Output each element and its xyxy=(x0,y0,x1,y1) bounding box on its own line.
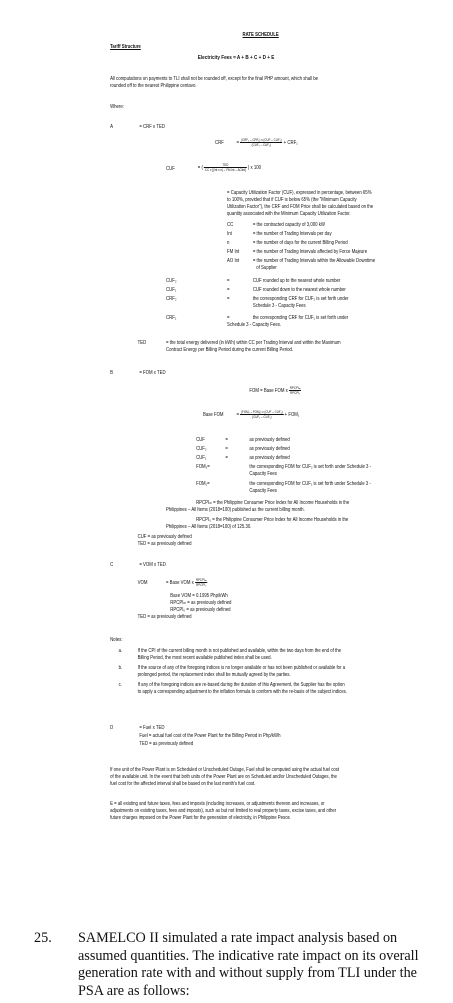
cuf-definition-4: quantity associated with the Minimum Capacity Utilization Factor. xyxy=(227,211,351,217)
base-fom-lhs: Base FOM xyxy=(202,412,224,418)
b-label: B xyxy=(110,370,113,376)
var-eq: = xyxy=(227,278,230,284)
var-value: the corresponding CRF for CUF₁ is set forth under xyxy=(252,315,349,321)
vom-rpcpim: RPCPIₘ = as previously defined xyxy=(170,600,232,606)
cuf-definition-2: to 100%, provided that if CUF is below 65% (the "Minimum Capacity xyxy=(227,197,357,203)
var-key: CRF₁ xyxy=(165,315,177,321)
def-value: = the number of Trading Intervals affected by Force Majeure xyxy=(252,249,368,255)
b-ted-line: TED = as previously defined xyxy=(137,541,192,547)
var-key: CUF₁ xyxy=(196,455,207,461)
where-label: Where: xyxy=(110,104,124,110)
d-equation: = Fuel x TED xyxy=(139,725,165,731)
ted-key: TED xyxy=(137,340,147,346)
paragraph-text xyxy=(78,930,448,1000)
vom-fraction: $\frac{\text{RPCPIₘ}}{\text{RPCPI₀}}$ xyxy=(195,578,207,587)
b-cuf-line: CUF = as previously defined xyxy=(137,534,192,540)
note-line-2: Billing Period, the most recent available published index shall be used. xyxy=(137,655,272,661)
paragraph-number: 25. xyxy=(34,930,52,946)
e-line-1: E = all existing and future taxes, fees and imposts (including increases, or adjustments thereon and increases, or xyxy=(110,801,325,807)
var-key: CUF₁ xyxy=(165,287,177,293)
var-eq: = xyxy=(227,315,230,321)
base-fom-formula: = $\frac{\text{(FOM₂ – FOM₁) x (CUF – CUF₁)}}{\text{(CUF₂ – CUF₁)}}$ + FOM₁ xyxy=(236,410,300,419)
ted-line-1: = the total energy delivered (in kWh) within CC per Trading Interval and within the Maximum xyxy=(165,340,341,346)
var-continuation: Capacity Fees xyxy=(249,471,277,477)
paragraph-line: generation rate with and without supply from TLI under the xyxy=(78,965,417,982)
note-line-1: If any of the foregoing indices are re-based during the duration of this Agreement, the Supplier has the option xyxy=(137,682,345,688)
def-key: n xyxy=(227,240,230,246)
rpcpim-line-2: Philippines – All Items (2018=100) published as the current billing month. xyxy=(165,507,305,513)
b-equation: = FOM x TED xyxy=(139,370,166,376)
crf-lhs: CRF xyxy=(215,140,224,146)
var-key: CRF₂ xyxy=(165,296,177,302)
def-key: Int xyxy=(227,231,232,237)
var-eq: = xyxy=(225,455,228,461)
var-eq: = xyxy=(227,287,230,293)
var-eq: = xyxy=(225,437,228,443)
var-value: as previously defined xyxy=(249,437,290,443)
vom-rpcpi0: RPCPI₀ = as previously defined xyxy=(170,607,231,613)
notes-title: Notes: xyxy=(110,637,123,643)
vom-ted: TED = as previously defined xyxy=(137,614,192,620)
var-continuation: Capacity Fees xyxy=(249,488,277,494)
def-key: CC xyxy=(227,222,234,228)
var-eq: = xyxy=(225,446,228,452)
var-key: CUF₂ xyxy=(165,278,177,284)
e-line-2: adjustments on existing taxes, fees and imposts), such as but not limited to real property taxes, excise taxes, and other xyxy=(110,808,337,814)
var-key: FOM₁= xyxy=(196,481,210,487)
a-label: A xyxy=(110,124,113,130)
c-equation: = VOM x TED xyxy=(139,562,166,568)
var-value: as previously defined xyxy=(249,446,290,452)
base-vom: Base VOM = 0.1995 Php/kWh xyxy=(170,593,228,599)
vom-formula: = Base VOM x $\frac{\text{RPCPIₘ}}{\text{RPCPI₀}}$ xyxy=(165,578,207,587)
d-fuel: Fuel = actual fuel cost of the Power Plant for the Billing Period in Php/kWh xyxy=(139,733,281,739)
intro-line-1: All computations on payments to TLI shall not be rounded off, except for the final PHP amount, which shall be xyxy=(110,76,319,82)
var-eq: = xyxy=(227,296,230,302)
rpcpi0-line-1: RPCPI₀ = the Philippine Consumer Price Index for All Income Households in the xyxy=(196,517,349,523)
note-line-2: to apply a corresponding adjustment to the inflation formula to conform with the re-basis of the subject indices. xyxy=(137,689,347,695)
def-value: = the contracted capacity of 3,000 kW xyxy=(252,222,325,228)
section-heading: Tariff Structure xyxy=(110,44,141,50)
var-value: CUF rounded down to the nearest whole number xyxy=(252,287,346,293)
ted-line-2: Contract Energy per Billing Period during the current Billing Period. xyxy=(165,347,294,353)
note-key: a. xyxy=(118,648,123,654)
e-line-3: future charges imposed on the Power Plant for the generation of electricity, in Philippine Pesos xyxy=(110,815,290,821)
outage-line-1: If one unit of the Power Plant is on Scheduled or Unscheduled Outage, Fuel shall be computed using the actual fuel cost xyxy=(110,767,340,773)
cuf-formula: = ( $\frac{\text{TED}}{\text{CC x [(Int x n) – FM Int – AOInt]}}$ ) x 100 xyxy=(197,163,262,172)
rpcpi0-line-2: Philippines – All Items (2018=100) of 125.30. xyxy=(165,524,252,530)
var-value: the corresponding FOM for CUF₂ is set forth under Schedule 3 - xyxy=(249,464,372,470)
cuf-definition-3: Utilization Factor"), the CRF and FOM Price shall be calculated based on the xyxy=(227,204,374,210)
paragraph-line: SAMELCO II simulated a rate impact analysis based on xyxy=(78,930,398,946)
var-value: as previously defined xyxy=(249,455,290,461)
def-continuation: of Supplier xyxy=(256,265,277,271)
a-equation: = CRF x TED xyxy=(139,124,165,130)
def-value: = the number of days for the current Billing Period xyxy=(252,240,348,246)
var-key: FOM₂= xyxy=(196,464,210,470)
c-label: C xyxy=(110,562,114,568)
def-value: = the number of Trading Intervals within the Allowable Downtime xyxy=(252,258,376,264)
var-value: the corresponding FOM for CUF₁ is set forth under Schedule 3 - xyxy=(249,481,371,487)
rpcpim-line-1: RPCPIₘ = the Philippine Consumer Price Index for All Income Households in the xyxy=(196,500,350,506)
outage-line-3: fuel cost for the affected interval shall be based on the last month's fuel cost. xyxy=(110,781,256,787)
paragraph-line: assumed quantities. The indicative rate impact on its overall xyxy=(78,947,419,964)
var-value: the corresponding CRF for CUF₂ is set forth under xyxy=(252,296,349,302)
note-line-2: prolonged period, the replacement index shall be mutually agreed by the parties. xyxy=(137,672,291,678)
cuf-lhs: CUF xyxy=(165,166,175,172)
var-key: CUF xyxy=(196,437,205,443)
var-key: CUF₂ xyxy=(196,446,207,452)
d-label: D xyxy=(110,725,114,731)
var-continuation: Schedule 3 - Capacity Fees xyxy=(252,303,306,309)
note-key: c. xyxy=(118,682,123,688)
base-fom-fraction: $\frac{\text{(FOM₂ – FOM₁) x (CUF – CUF₁)}}{\text{(CUF₂ – CUF₁)}}$ xyxy=(241,410,283,419)
def-value: = the number of Trading Intervals per day xyxy=(252,231,332,237)
crf-formula: = $\frac{\text{(CRF₂ – CRF₁) x (CUF – CUF₁)}}{\text{(CUF₂ – CUF₁)}}$ + CRF₁ xyxy=(236,138,298,147)
outage-line-2: of the available unit. In the event that both units of the Power Plant are on Scheduled and/or Unscheduled Outages, the xyxy=(110,774,337,780)
vom-lhs: VOM xyxy=(137,580,148,586)
var-continuation: Schedule 3 - Capacity Fees. xyxy=(227,322,282,328)
crf-fraction: $\frac{\text{(CRF₂ – CRF₁) x (CUF – CUF₁)}}{\text{(CUF₂ – CUF₁)}}$ xyxy=(241,138,282,147)
intro-line-2: rounded off to the nearest Philippine centavo. xyxy=(110,83,197,89)
def-key: FM Int xyxy=(227,249,240,255)
paragraph-line: PSA are as follows: xyxy=(78,982,190,999)
note-line-1: If the source of any of the foregoing indices is no longer available or has not been published or available for a xyxy=(137,665,346,671)
fom-formula: FOM = Base FOM x $\frac{\text{RPCPIₘ}}{\text{RPCPI₀}}$ xyxy=(249,386,301,395)
var-value: CUF rounded up to the nearest whole number xyxy=(252,278,341,284)
page-title: RATE SCHEDULE xyxy=(242,32,279,38)
cuf-fraction: $\frac{\text{TED}}{\text{CC x [(Int x n) – FM Int – AOInt]}}$ xyxy=(205,163,246,172)
note-line-1: If the CPI of the current billing month is not published and available, within the two days from the end of the xyxy=(137,648,342,654)
note-key: b. xyxy=(118,665,123,671)
fom-fraction: $\frac{\text{RPCPIₘ}}{\text{RPCPI₀}}$ xyxy=(289,386,301,395)
def-key: AO Int xyxy=(227,258,240,264)
electricity-fees-formula: Electricity Fees = A + B + C + D + E xyxy=(197,55,275,61)
cuf-definition-1: = Capacity Utilization Factor (CUF), expressed in percentage, between 65% xyxy=(227,190,372,196)
d-ted: TED = as previously defined xyxy=(139,741,194,747)
